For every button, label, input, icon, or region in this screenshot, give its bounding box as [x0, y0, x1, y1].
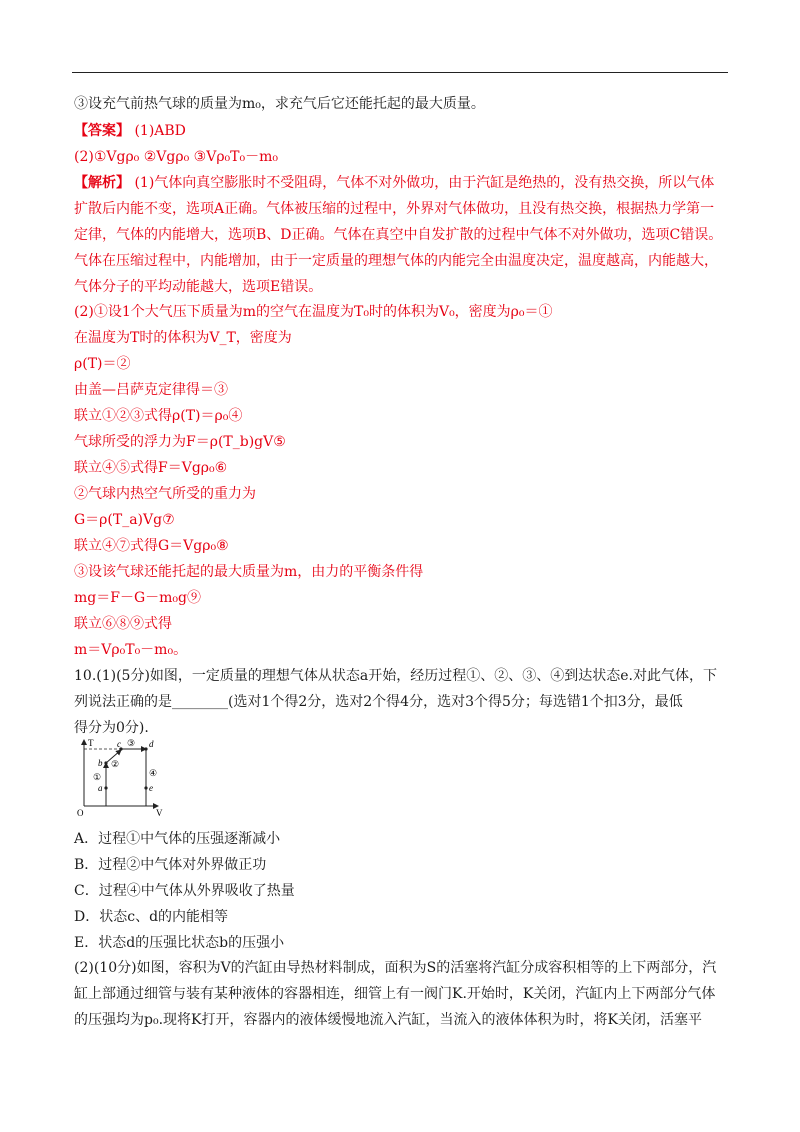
answer-part2: (2)①Vgρ₀ ②Vgρ₀ ③Vρ₀T₀－m₀: [74, 149, 279, 165]
option-e: E．状态d的压强比状态b的压强小: [74, 935, 285, 951]
analysis-text-1: (1)气体向真空膨胀时不受阻碍，气体不对外做功，由于汽缸是绝热的，没有热交换，所以气体: [130, 175, 715, 191]
option-d: D．状态c、d的内能相等: [74, 909, 229, 925]
point-d: [144, 747, 147, 750]
option-c: C．过程④中气体从外界吸收了热量: [74, 883, 295, 899]
point-e: [144, 786, 147, 789]
q10-stem-line-3: 得分为0分).: [74, 720, 149, 736]
label-c: c: [117, 739, 121, 749]
solution-step-7: 联立④⑤式得F＝Vgρ₀⑥: [74, 460, 228, 476]
q10-stem-line-1: 10.(1)(5分)如图，一定质量的理想气体从状态a开始，经历过程①、②、③、④到达状态e.对此气体，下: [74, 668, 718, 684]
solution-step-8: ②气球内热空气所受的重力为: [74, 486, 256, 502]
answer-tag: 【答案】: [74, 123, 130, 139]
label-d: d: [149, 739, 154, 749]
label-process-4: ④: [149, 768, 158, 778]
solution-step-13: 联立⑥⑧⑨式得: [74, 616, 172, 632]
solution-step-9: G＝ρ(T_a)Vg⑦: [74, 512, 175, 528]
solution-step-1: (2)①设1个大气压下质量为m的空气在温度为T₀时的体积为V₀，密度为ρ₀＝①: [74, 304, 553, 320]
origin-label: O: [77, 808, 84, 818]
t-axis-label: T: [88, 738, 94, 748]
analysis-line-5: 气体分子的平均动能越大，选项E错误。: [74, 279, 323, 295]
label-process-2: ②: [111, 759, 120, 769]
solution-step-6: 气球所受的浮力为F＝ρ(T_b)gV⑤: [74, 434, 286, 450]
solution-step-10: 联立④⑦式得G＝Vgρ₀⑧: [74, 538, 229, 554]
answer-part1: (1)ABD: [130, 123, 186, 139]
solution-step-11: ③设该气球还能托起的最大质量为m，由力的平衡条件得: [74, 564, 424, 580]
analysis-line-2: 扩散后内能不变，选项A正确。气体被压缩的过程中，外界对气体做功，且没有热交换，根据热力学第一: [74, 201, 715, 217]
point-a: [104, 786, 107, 789]
q10-part2-line-3: 的压强均为p₀.现将K打开，容器内的液体缓慢地流入汽缸，当流入的液体体积为时，将K关闭，活塞平: [74, 1012, 702, 1028]
analysis-line-3: 定律，气体的内能增大，选项B、D正确。气体在真空中自发扩散的过程中气体不对外做功，选项C错误。: [74, 227, 723, 243]
option-a: A．过程①中气体的压强逐渐减小: [74, 831, 281, 847]
solution-step-14: m＝Vρ₀T₀－m₀。: [74, 642, 188, 658]
answer-line: [74, 121, 186, 141]
analysis-line-1: [74, 173, 714, 193]
label-b: b: [98, 758, 103, 768]
label-process-1: ①: [93, 772, 102, 782]
q10-part2-line-1: (2)(10分)如图，容积为V的汽缸由导热材料制成，面积为S的活塞将汽缸分成容积相等的上下两部分，汽: [74, 960, 717, 976]
analysis-line-4: 气体在压缩过程中，内能增加，由于一定质量的理想气体的内能完全由温度决定，温度越高，内能越大，: [74, 253, 718, 269]
q9-part3-question: ③设充气前热气球的质量为m₀，求充气后它还能托起的最大质量。: [74, 96, 485, 112]
q10-part2-line-2: 缸上部通过细管与装有某种液体的容器相连，细管上有一阀门K.开始时，K关闭，汽缸内上下两部分气体: [74, 986, 716, 1002]
q10-stem-line-2: 列说法正确的是________(选对1个得2分，选对2个得4分，选对3个得5分；每选错1个扣3分，最低: [74, 694, 683, 710]
solution-step-3: ρ(T)＝②: [74, 356, 131, 372]
solution-step-2: 在温度为T时的体积为V_T，密度为: [74, 330, 292, 346]
point-b: [104, 761, 107, 764]
v-axis-label: V: [156, 808, 163, 818]
solution-step-4: 由盖—吕萨克定律得＝③: [74, 382, 228, 398]
label-process-3: ③: [127, 738, 136, 748]
analysis-tag: 【解析】: [74, 175, 130, 191]
header-rule: [72, 72, 728, 73]
label-e: e: [149, 783, 153, 793]
solution-step-12: mg＝F－G－m₀g⑨: [74, 590, 201, 606]
tv-diagram: [74, 736, 166, 818]
solution-step-5: 联立①②③式得ρ(T)＝ρ₀④: [74, 408, 243, 424]
option-b: B．过程②中气体对外界做正功: [74, 857, 267, 873]
label-a: a: [98, 783, 103, 793]
